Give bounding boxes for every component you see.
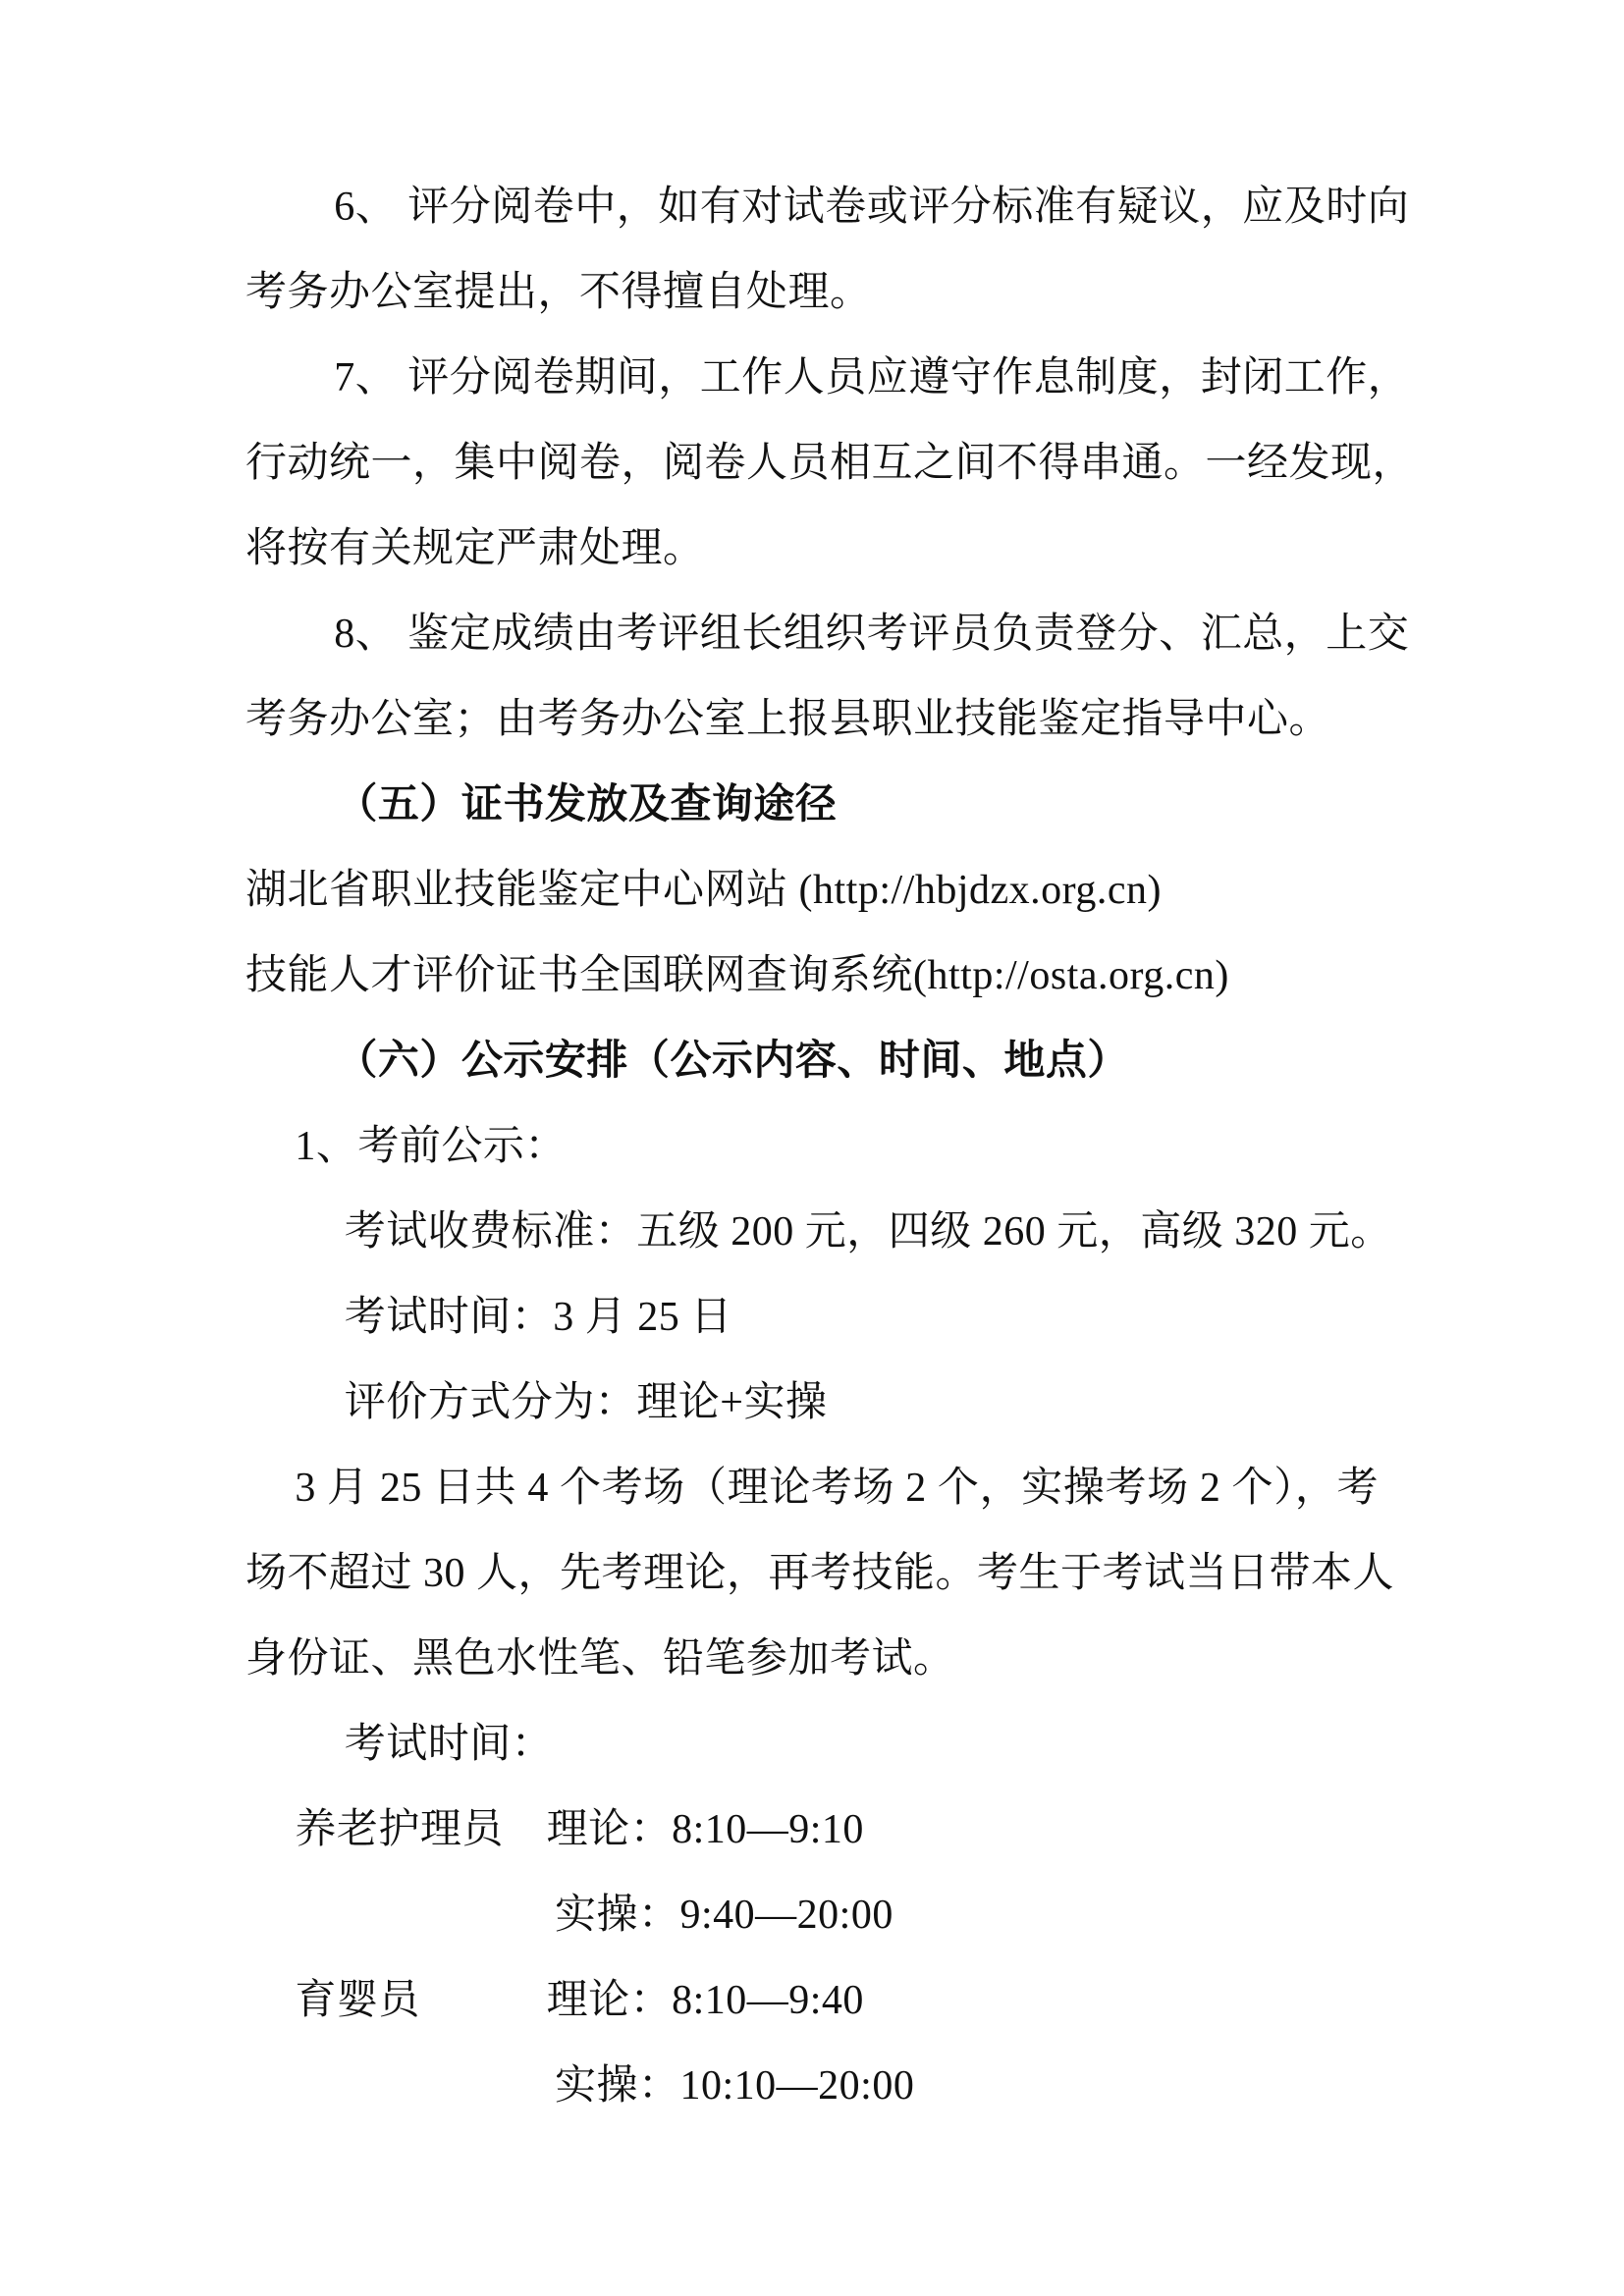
section-heading: （五）证书发放及查询途径 <box>336 782 838 828</box>
text-line: 将按有关规定严肃处理。 <box>245 526 705 571</box>
text-line: 考试时间： <box>344 1722 554 1767</box>
text-line: 考务办公室提出，不得擅自处理。 <box>245 270 872 315</box>
job-name: 育婴员 <box>295 1978 420 2023</box>
text-line: 身份证、黑色水性笔、铅笔参加考试。 <box>245 1636 955 1682</box>
text-line: 7、 评分阅卷期间，工作人员应遵守作息制度，封闭工作， <box>334 355 1410 400</box>
text-line: 8、 鉴定成绩由考评组长组织考评员负责登分、汇总，上交 <box>334 612 1410 657</box>
text-line: 湖北省职业技能鉴定中心网站 (http://hbjdzx.org.cn) <box>245 868 1162 913</box>
text-line <box>245 1958 1379 2044</box>
text-line: 考试收费标准：五级 200 元，四级 260 元，高级 320 元。 <box>344 1209 1392 1255</box>
text-line: 3 月 25 日共 4 个考场（理论考场 2 个，实操考场 2 个），考 <box>295 1466 1379 1511</box>
text-line: 行动统一，集中阅卷，阅卷人员相互之间不得串通。一经发现， <box>245 441 1415 486</box>
text-line: 评价方式分为：理论+实操 <box>344 1380 828 1425</box>
text-line: 考务办公室；由考务办公室上报县职业技能鉴定指导中心。 <box>245 697 1331 742</box>
text-line: 实操：9:40—20:00 <box>555 1893 893 1938</box>
time-range: 理论：8:10—9:40 <box>546 1978 864 2023</box>
job-name: 养老护理员 <box>295 1807 504 1852</box>
text-line <box>245 1788 1379 1873</box>
page-content <box>245 165 1415 2129</box>
text-line: 6、 评分阅卷中，如有对试卷或评分标准有疑议，应及时向 <box>334 185 1410 230</box>
text-line: 实操：10:10—20:00 <box>555 2063 915 2109</box>
section-heading: （六）公示安排（公示内容、时间、地点） <box>336 1039 1129 1084</box>
text-line: 考试时间：3 月 25 日 <box>344 1295 732 1340</box>
text-line: 场不超过 30 人，先考理论，再考技能。考生于考试当日带本人 <box>245 1551 1395 1596</box>
text-line: 技能人才评价证书全国联网查询系统(http://osta.org.cn) <box>245 953 1229 998</box>
time-range: 理论：8:10—9:10 <box>546 1807 864 1852</box>
text-line: 1、考前公示： <box>295 1124 567 1169</box>
